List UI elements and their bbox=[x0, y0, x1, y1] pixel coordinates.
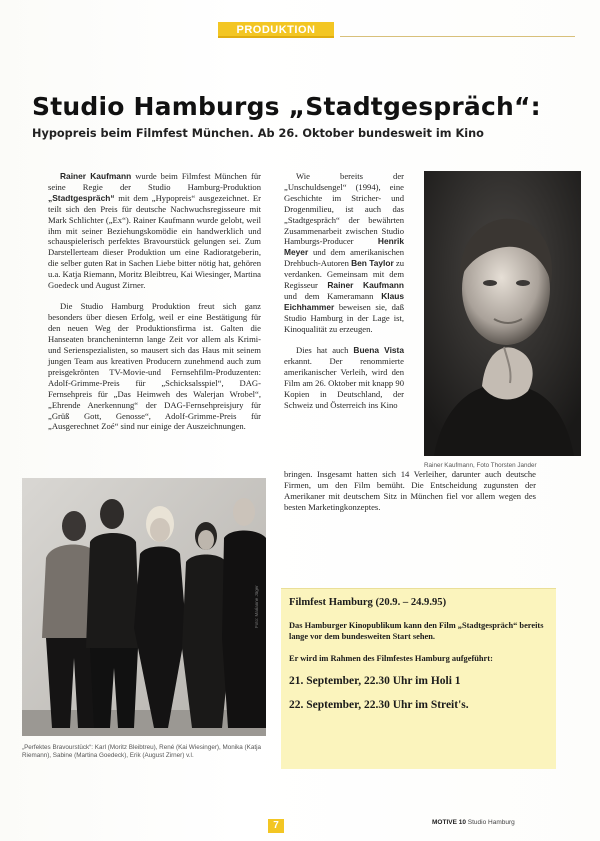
text-run: zu verdanken. Gemeinsam mit dem Regisseur bbox=[284, 258, 404, 291]
infobox-paragraph: Er wird im Rahmen des Filmfestes Hamburg aufgeführt: bbox=[289, 654, 493, 663]
text-run: beweisen sie, daß Studio Hamburg in der Lage ist, Kinoqualität zu erzeugen. bbox=[284, 301, 404, 334]
infobox-title: Filmfest Hamburg (20.9. – 24.9.95) bbox=[289, 597, 447, 608]
paragraph: Die Studio Hamburg Produktion freut sich ganz besonders über diesen Erfolg, weil er eine Bestätigung für den neuen Weg der Produktionsfirma ist. Galten die Hanseaten brancheninternn lange Zeit vor allem als Krimi- und Serienspezialisten, so mausert sich das Haus mit seinem jungen Team aus kreativen Producern zunehmend auch zum preisgekrönten TV-Movie-und Fernsehfilm-Produzenten: Adolf-Grimme-Preis für „Schicksalsspiel“, DAG-Fernsehpreis für „Das Heimweh des Walerjan Wrobel“, „Ehrende Anerkennung“ der DAG-Fernsehpreisjury für „Grüß Gott, Genosse“, Adolf-Grimme-Preis für „Ausgerechnet Zoé“ sind nur einige der Auszeichnungen. bbox=[48, 301, 261, 432]
text-run: Dies hat auch bbox=[296, 345, 354, 356]
person-name: Ben Taylor bbox=[351, 258, 394, 269]
screening-date-2: 22. September, 22.30 Uhr im Streit's. bbox=[289, 699, 469, 711]
portrait-caption: Rainer Kaufmann, Foto Thorsten Jander bbox=[424, 462, 537, 469]
portrait-photo bbox=[424, 171, 581, 456]
paragraph bbox=[284, 171, 404, 335]
paragraph: bringen. Insgesamt hatten sich 14 Verleiher, darunter auch deutsche Firmen, um den Film bemüht. Die Entscheidung zugunsten der Amerikaner mit deutschem Sitz in München fiel vor allem wegen des besten Marketingkonzeptes. bbox=[284, 469, 536, 512]
headline: Studio Hamburgs „Stadtgespräch“: bbox=[32, 92, 541, 121]
text-run: mit dem „Hypopreis“ ausgezeichnet. Er teilt sich den Preis für deutsche Nachwuchsregisseure mit Mark Schlichter („Ex“). Rainer Kaufmann wurde gelobt, weil ihm mit seiner Beziehungskomödie ein handwerklich und schauspielerisch perfektes Bravourstück gelungen sei. Zum Darstellerteam dieser Produktion um eine Radioratgeberin, die selber guten Rat in Sachen Liebe bitter nötig hat, gehören u.a. Katja Riemann, Moritz Bleibtreu, Kai Wiesinger, Martina Goedeck und August Zirner. bbox=[48, 192, 261, 291]
infobox-paragraph: Das Hamburger Kinopublikum kann den Film „Stadtgespräch“ bereits lange vor dem bundesweiten Start sehen. bbox=[289, 621, 544, 641]
group-illustration bbox=[22, 478, 266, 736]
page-number: 7 bbox=[268, 819, 284, 833]
text-run: und dem Kameramann bbox=[284, 290, 382, 301]
article-column-1 bbox=[48, 171, 261, 443]
company-name: Buena Vista bbox=[353, 345, 404, 356]
text-run: und dem amerikanischen Drehbuch-Autoren bbox=[284, 247, 404, 269]
text-run: erkannt. Der renommierte amerikanischer Verleih, wird den Film am 26. Oktober mit knapp 90 Kopien in Deutschland, der Schweiz und Österreich ins Kino bbox=[284, 356, 404, 410]
section-label: PRODUKTION bbox=[218, 22, 334, 38]
portrait-illustration bbox=[424, 171, 581, 456]
person-name: Klaus Eichhammer bbox=[284, 290, 404, 312]
footer-masthead bbox=[432, 819, 515, 826]
person-name: Rainer Kaufmann bbox=[60, 171, 132, 181]
section-rule bbox=[340, 36, 575, 37]
paragraph bbox=[48, 171, 261, 291]
article-continuation bbox=[284, 469, 536, 523]
magazine-name: MOTIVE 10 bbox=[432, 819, 466, 826]
photo-credit: Foto: Marianne Jäger bbox=[254, 585, 259, 628]
film-title: „Stadtgespräch“ bbox=[48, 192, 115, 203]
screening-date-1: 21. September, 22.30 Uhr im Holi 1 bbox=[289, 675, 461, 687]
person-name: Henrik Meyer bbox=[284, 236, 404, 258]
article-column-2 bbox=[284, 171, 404, 421]
group-caption: „Perfektes Bravourstück“: Karl (Moritz Bleibtreu), René (Kai Wiesinger), Monika (Katja Riemann), Sabine (Martina Goedeck), Erik (August Zirner) v.l. bbox=[22, 744, 262, 759]
paragraph bbox=[284, 345, 404, 410]
filmfest-infobox bbox=[281, 588, 556, 769]
group-photo bbox=[22, 478, 266, 736]
text-run: wurde beim Filmfest München für seine Regie der Studio Hamburg-Produktion bbox=[48, 171, 262, 192]
subheadline: Hypopreis beim Filmfest München. Ab 26. Oktober bundesweit im Kino bbox=[32, 127, 484, 140]
text-run: Wie bereits der „Unschuldsengel“ (1994), eine Geschichte im Stricher- und Drogenmilieu, ist auch das „Stadtgespräch“ der bewährten Zusammenarbeit zwischen Studio Hamburgs-Producer bbox=[284, 171, 404, 247]
person-name: Rainer Kaufmann bbox=[327, 280, 405, 291]
publisher-name: Studio Hamburg bbox=[467, 819, 515, 826]
